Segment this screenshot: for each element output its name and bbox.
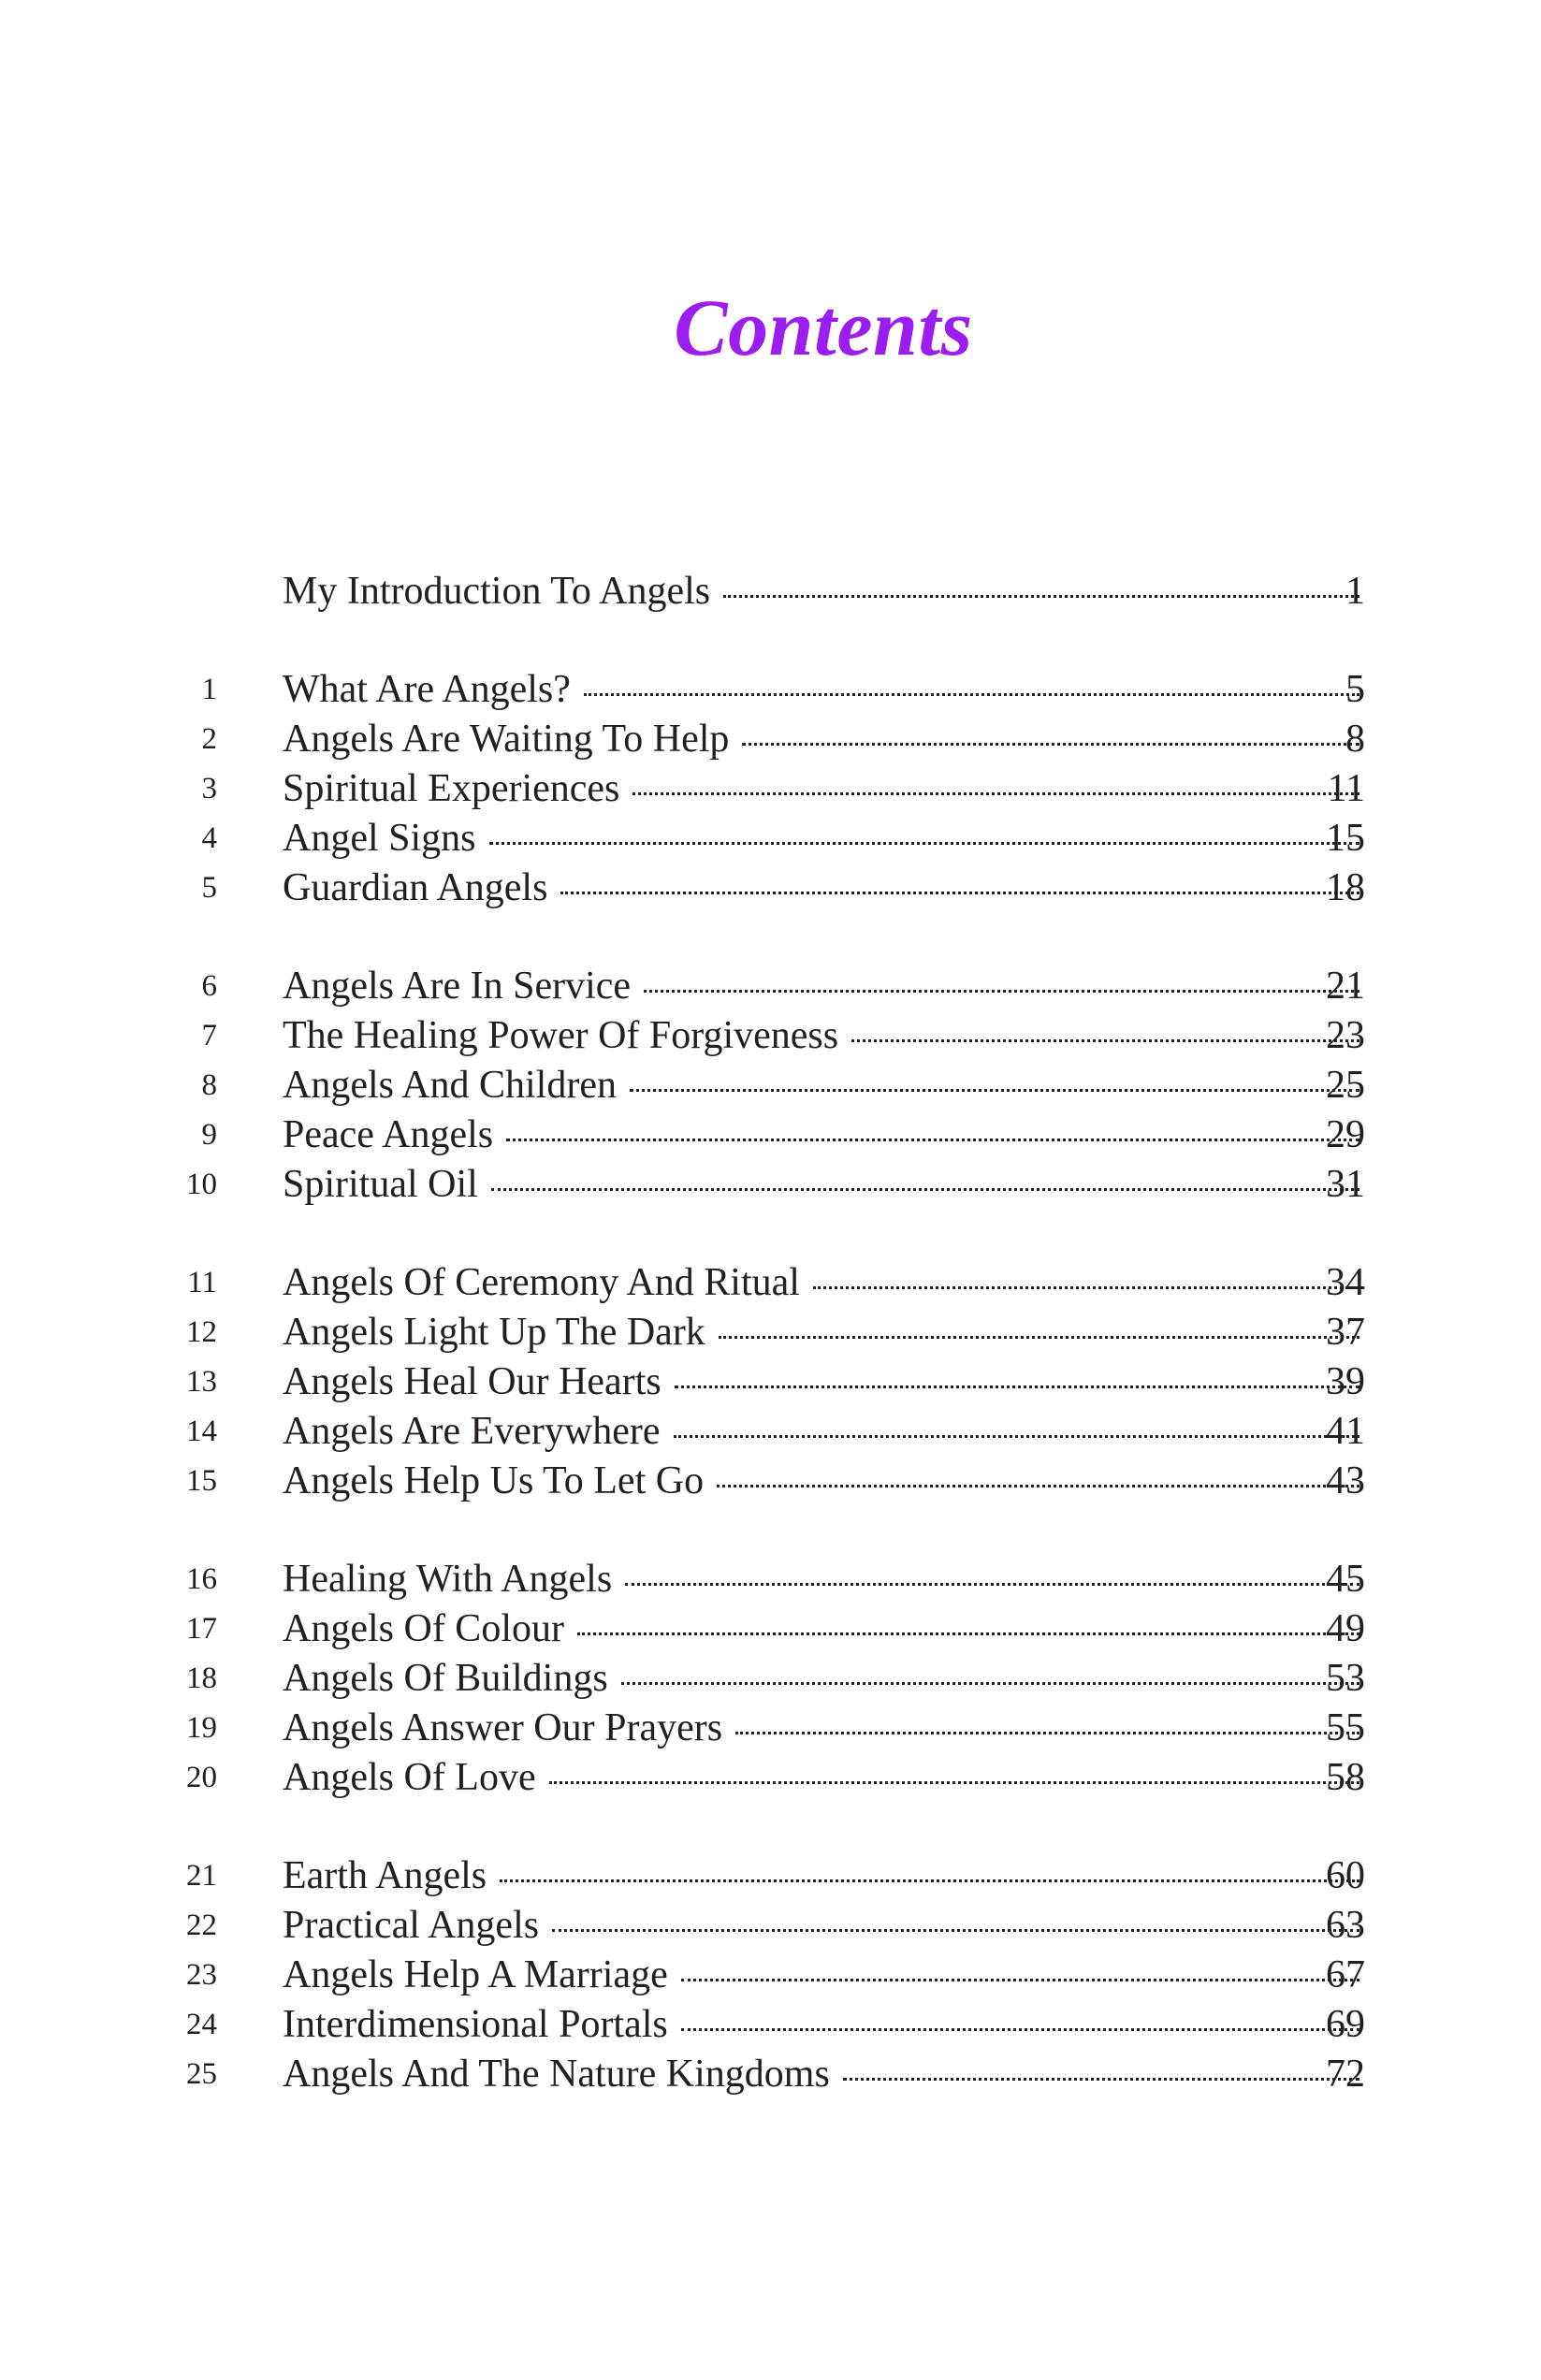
toc-entry[interactable] [0, 1308, 1541, 1357]
toc-group [0, 1555, 1541, 1803]
chapter-number: 7 [201, 1019, 217, 1052]
chapter-title: Angels Of Love [283, 1756, 536, 1799]
dot-leader [500, 1879, 1359, 1882]
dot-leader [630, 1089, 1359, 1092]
chapter-number: 10 [186, 1168, 217, 1201]
chapter-title: Healing With Angels [283, 1558, 613, 1601]
chapter-number: 11 [187, 1266, 217, 1299]
toc-entry[interactable] [0, 567, 1541, 617]
entry-line [283, 814, 1365, 863]
dot-leader [681, 2028, 1359, 2031]
page-number: 31 [1326, 1163, 1365, 1206]
page-number: 72 [1326, 2053, 1365, 2096]
entry-line [283, 1011, 1365, 1061]
chapter-number: 15 [186, 1464, 217, 1498]
chapter-number: 13 [186, 1365, 217, 1399]
chapter-title: Angels Heal Our Hearts [283, 1360, 661, 1403]
dot-leader [506, 1139, 1359, 1141]
chapter-title: Angels Light Up The Dark [283, 1311, 705, 1354]
dot-leader [681, 1979, 1359, 1981]
chapter-title: Guardian Angels [283, 866, 548, 909]
page-number: 23 [1326, 1014, 1365, 1057]
entry-line [283, 1555, 1365, 1604]
dot-leader [632, 792, 1359, 795]
toc-entry[interactable] [0, 1704, 1541, 1753]
chapter-title: Practical Angels [283, 1904, 540, 1947]
chapter-title: What Are Angels? [283, 668, 571, 711]
toc-entry[interactable] [0, 1654, 1541, 1704]
chapter-title: Spiritual Oil [283, 1163, 478, 1206]
page-number: 45 [1326, 1558, 1365, 1601]
entry-line [283, 1604, 1365, 1654]
toc-entry[interactable] [0, 1851, 1541, 1901]
toc-entry[interactable] [0, 962, 1541, 1011]
toc-entry[interactable] [0, 1061, 1541, 1110]
toc-entry[interactable] [0, 1901, 1541, 1951]
chapter-number: 24 [186, 2008, 217, 2041]
page-title: Contents [674, 283, 973, 372]
dot-leader [625, 1583, 1359, 1586]
entry-line [283, 567, 1365, 617]
dot-leader [742, 743, 1359, 746]
toc-entry[interactable] [0, 1555, 1541, 1604]
entry-line [283, 1704, 1365, 1753]
entry-line [283, 1901, 1365, 1951]
chapter-number: 14 [186, 1415, 217, 1448]
entry-line [283, 1357, 1365, 1407]
dot-leader [489, 842, 1359, 845]
chapter-number: 4 [201, 821, 217, 855]
toc-entry[interactable] [0, 814, 1541, 863]
chapter-number: 19 [186, 1711, 217, 1745]
page-number: 43 [1326, 1459, 1365, 1502]
toc-entry[interactable] [0, 1011, 1541, 1061]
toc-entry[interactable] [0, 1604, 1541, 1654]
dot-leader [491, 1188, 1359, 1191]
entry-line [283, 1110, 1365, 1160]
dot-leader [723, 595, 1359, 598]
entry-line [283, 1753, 1365, 1803]
dot-leader [851, 1039, 1359, 1042]
page-number: 21 [1326, 965, 1365, 1008]
toc-group [0, 1851, 1541, 2099]
toc-entry[interactable] [0, 1110, 1541, 1160]
chapter-title: Angels Of Buildings [283, 1657, 608, 1700]
chapter-number: 21 [186, 1859, 217, 1893]
chapter-number: 6 [201, 969, 217, 1003]
dot-leader [577, 1633, 1359, 1635]
chapter-number: 12 [186, 1315, 217, 1349]
chapter-title: Angels Are Waiting To Help [283, 718, 730, 761]
dot-leader [719, 1336, 1359, 1339]
toc-group [0, 962, 1541, 1210]
entry-line [283, 715, 1365, 764]
toc-entry[interactable] [0, 665, 1541, 715]
chapter-number: 3 [201, 772, 217, 805]
page-number: 53 [1326, 1657, 1365, 1700]
dot-leader [549, 1781, 1359, 1784]
page-number: 67 [1326, 1953, 1365, 1996]
toc-group [0, 665, 1541, 913]
chapter-title: Earth Angels [283, 1854, 487, 1897]
chapter-title: Angel Signs [283, 817, 476, 860]
page-number: 55 [1326, 1706, 1365, 1749]
toc-entry[interactable] [0, 1951, 1541, 2000]
chapter-number: 25 [186, 2057, 217, 2091]
dot-leader [735, 1732, 1359, 1734]
chapter-title: The Healing Power Of Forgiveness [283, 1014, 839, 1057]
chapter-title: Peace Angels [283, 1113, 494, 1156]
chapter-number: 18 [186, 1662, 217, 1695]
page-number: 37 [1326, 1311, 1365, 1354]
entry-line [283, 1951, 1365, 2000]
entry-line [283, 1654, 1365, 1704]
page-number: 63 [1326, 1904, 1365, 1947]
chapter-number: 17 [186, 1612, 217, 1646]
dot-leader [813, 1286, 1359, 1289]
entry-line [283, 2000, 1365, 2050]
page-number: 11 [1327, 767, 1365, 810]
toc-entry[interactable] [0, 863, 1541, 913]
page-number: 15 [1326, 817, 1365, 860]
chapter-number: 9 [201, 1118, 217, 1152]
toc-entry[interactable] [0, 1258, 1541, 1308]
dot-leader [584, 693, 1359, 696]
entry-line [283, 1160, 1365, 1210]
toc-entry[interactable] [0, 1407, 1541, 1457]
toc-entry[interactable] [0, 2050, 1541, 2099]
toc-entry[interactable] [0, 2000, 1541, 2050]
toc-entry[interactable] [0, 1357, 1541, 1407]
toc-entry[interactable] [0, 1753, 1541, 1803]
entry-line [283, 764, 1365, 814]
entry-line [283, 665, 1365, 715]
page-number: 60 [1326, 1854, 1365, 1897]
entry-line [283, 863, 1365, 913]
page-number: 8 [1345, 718, 1365, 761]
entry-line [283, 1061, 1365, 1110]
entry-line [283, 1258, 1365, 1308]
dot-leader [560, 892, 1359, 894]
chapter-number: 8 [201, 1068, 217, 1102]
dot-leader [644, 990, 1359, 993]
chapter-number: 16 [186, 1562, 217, 1596]
chapter-number: 2 [201, 722, 217, 756]
entry-line [283, 1851, 1365, 1901]
toc-entry[interactable] [0, 715, 1541, 764]
entry-line [283, 2050, 1365, 2099]
chapter-title: Angels Help Us To Let Go [283, 1459, 705, 1502]
toc-group [0, 1258, 1541, 1506]
page-number: 29 [1326, 1113, 1365, 1156]
chapter-title: Angels And The Nature Kingdoms [283, 2053, 830, 2096]
page-number: 41 [1326, 1410, 1365, 1453]
chapter-number: 23 [186, 1958, 217, 1992]
chapter-title: My Introduction To Angels [283, 570, 711, 613]
chapter-title: Angels And Children [283, 1064, 617, 1107]
page-number: 39 [1326, 1360, 1365, 1403]
chapter-number: 20 [186, 1761, 217, 1794]
toc-entry[interactable] [0, 764, 1541, 814]
chapter-title: Interdimensional Portals [283, 2003, 668, 2046]
dot-leader [674, 1435, 1359, 1438]
chapter-number: 1 [201, 673, 217, 706]
dot-leader [843, 2078, 1359, 2081]
page-number: 58 [1326, 1756, 1365, 1799]
entry-line [283, 962, 1365, 1011]
chapter-title: Angels Of Ceremony And Ritual [283, 1261, 800, 1304]
page-number: 5 [1345, 668, 1365, 711]
page-number: 18 [1326, 866, 1365, 909]
chapter-number: 22 [186, 1908, 217, 1942]
chapter-title: Angels Answer Our Prayers [283, 1706, 723, 1749]
chapter-title: Angels Are In Service [283, 965, 632, 1008]
dot-leader [675, 1386, 1359, 1388]
page-number: 34 [1326, 1261, 1365, 1304]
chapter-title: Angels Are Everywhere [283, 1410, 661, 1453]
entry-line [283, 1457, 1365, 1506]
dot-leader [621, 1682, 1359, 1685]
entry-line [283, 1308, 1365, 1357]
entry-line [283, 1407, 1365, 1457]
page-number: 1 [1345, 570, 1365, 613]
toc-entry[interactable] [0, 1160, 1541, 1210]
chapter-title: Angels Of Colour [283, 1607, 564, 1650]
page-number: 49 [1326, 1607, 1365, 1650]
dot-leader [552, 1929, 1359, 1932]
dot-leader [717, 1485, 1359, 1488]
chapter-number: 5 [201, 871, 217, 905]
page-number: 69 [1326, 2003, 1365, 2046]
chapter-title: Angels Help A Marriage [283, 1953, 668, 1996]
page-number: 25 [1326, 1064, 1365, 1107]
chapter-title: Spiritual Experiences [283, 767, 620, 810]
toc-entry[interactable] [0, 1457, 1541, 1506]
toc-group [0, 567, 1541, 617]
table-of-contents [0, 567, 1541, 2148]
